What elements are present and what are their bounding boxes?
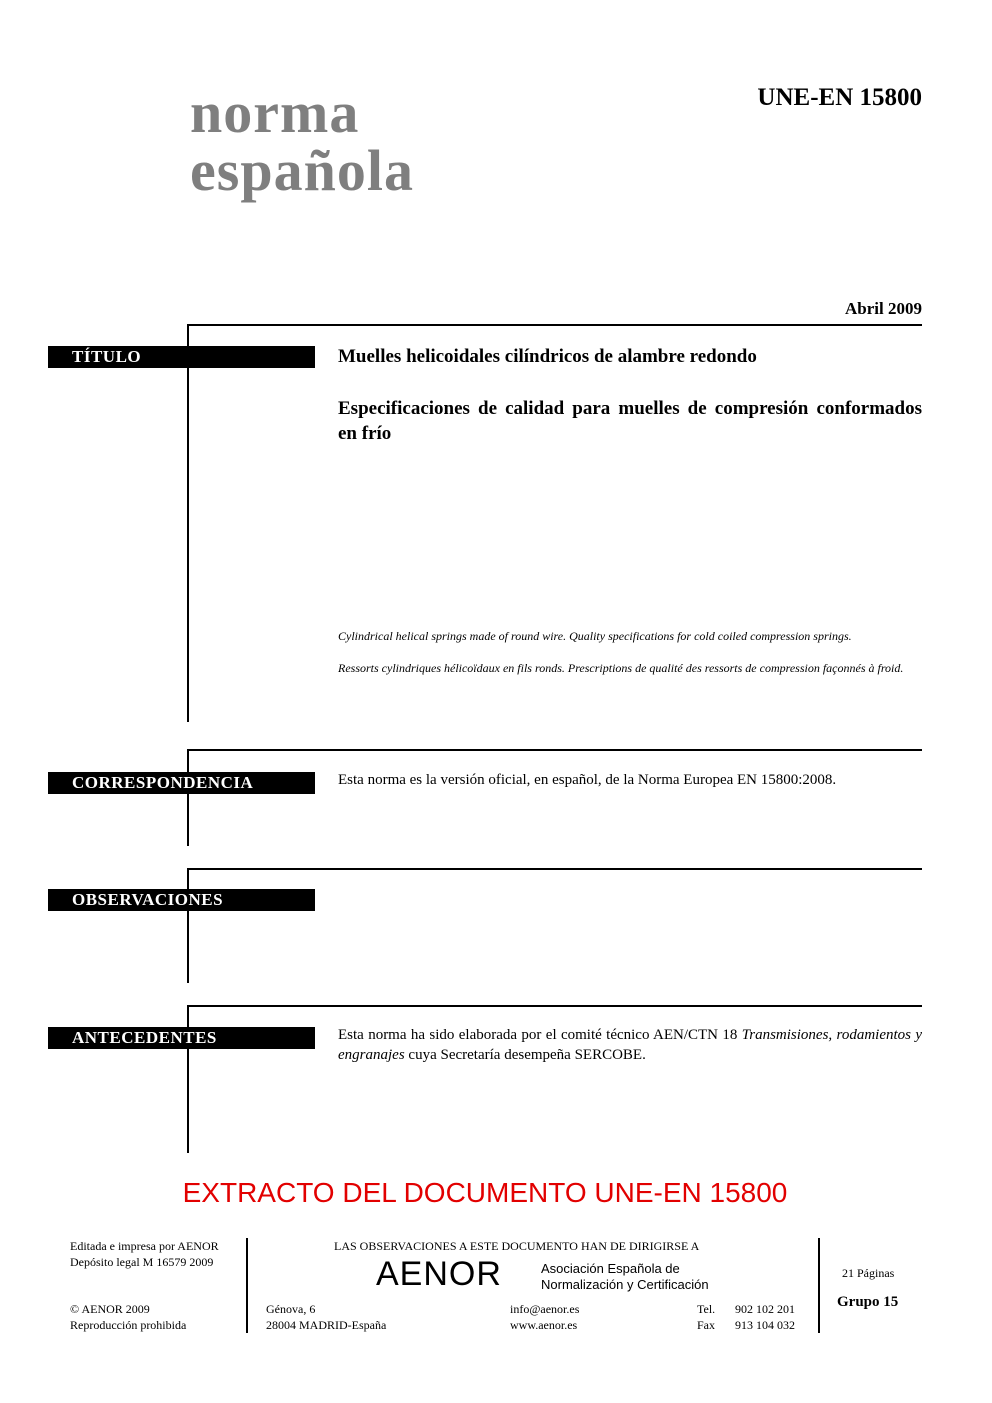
- aenor-logo: AENOR: [376, 1255, 502, 1293]
- section-divider: [187, 324, 922, 326]
- copyright: © AENOR 2009: [70, 1302, 150, 1316]
- price-group: Grupo 15: [837, 1294, 899, 1310]
- address: [266, 1301, 386, 1333]
- edited-by: Editada e impresa por AENOR: [70, 1239, 219, 1253]
- web-link[interactable]: www.aenor.es: [510, 1318, 578, 1332]
- section-vertical-rule: [187, 868, 189, 983]
- antecedentes-text: [338, 1025, 922, 1065]
- antecedentes-text-prefix: Esta norma ha sido elaborada por el comité técnico AEN/CTN 18: [338, 1027, 742, 1043]
- section-divider: [187, 868, 922, 870]
- address-line2: 28004 MADRID-España: [266, 1318, 387, 1332]
- contact-phone-labels: [697, 1301, 715, 1333]
- contact-online: [510, 1301, 579, 1333]
- email-link[interactable]: info@aenor.es: [510, 1302, 580, 1316]
- title-main: Muelles helicoidales cilíndricos de alambre redondo: [338, 346, 757, 367]
- section-label-antecedentes: ANTECEDENTES: [48, 1027, 315, 1049]
- standard-code: UNE-EN 15800: [757, 84, 922, 111]
- section-label-observaciones: OBSERVACIONES: [48, 889, 315, 911]
- legal-deposit: Depósito legal M 16579 2009: [70, 1255, 214, 1269]
- footer-divider: [246, 1238, 248, 1333]
- extract-banner: EXTRACTO DEL DOCUMENTO UNE-EN 15800: [182, 1177, 788, 1208]
- correspondencia-text: Esta norma es la versión oficial, en español, de la Norma Europea EN 15800:2008.: [338, 772, 837, 788]
- fax-label: Fax: [697, 1318, 715, 1332]
- section-divider: [187, 1005, 922, 1007]
- title-french: Ressorts cylindriques hélicoïdaux en fils ronds. Prescriptions de qualité des ressorts de compression façonnés à froid.: [338, 661, 904, 675]
- footer-divider: [818, 1238, 820, 1333]
- antecedentes-text-suffix: cuya Secretaría desempeña SERCOBE.: [404, 1047, 646, 1063]
- section-label-titulo: TÍTULO: [48, 346, 315, 368]
- antecedentes-committee-name: Transmisiones, rodamientos y engranajes: [338, 1027, 923, 1063]
- fax-value: 913 104 032: [735, 1318, 795, 1332]
- observations-note: LAS OBSERVACIONES A ESTE DOCUMENTO HAN DE DIRIGIRSE A: [334, 1239, 700, 1253]
- aenor-name-line1: Asociación Española de: [541, 1261, 680, 1276]
- section-vertical-rule: [187, 749, 189, 846]
- section-vertical-rule: [187, 324, 189, 722]
- norma-heading-line2: española: [190, 138, 414, 203]
- footer-left-bottom: [70, 1301, 186, 1333]
- title-sub: Especificaciones de calidad para muelles de compresión conformados en frío: [338, 398, 922, 444]
- publication-date: Abril 2009: [845, 299, 922, 318]
- section-label-correspondencia: CORRESPONDENCIA: [48, 772, 315, 794]
- contact-phone-values: [735, 1301, 795, 1333]
- address-line1: Génova, 6: [266, 1302, 316, 1316]
- tel-value: 902 102 201: [735, 1302, 795, 1316]
- aenor-full-name: [541, 1261, 709, 1293]
- norma-heading-line1: norma: [190, 80, 360, 145]
- section-divider: [187, 749, 922, 751]
- page-count: 21 Páginas: [842, 1266, 895, 1280]
- reproduction-notice: Reproducción prohibida: [70, 1318, 187, 1332]
- title-english: Cylindrical helical springs made of round wire. Quality specifications for cold coiled compression springs.: [338, 629, 852, 643]
- footer-left-top: [70, 1238, 219, 1270]
- tel-label: Tel.: [697, 1302, 716, 1316]
- aenor-name-line2: Normalización y Certificación: [541, 1277, 709, 1292]
